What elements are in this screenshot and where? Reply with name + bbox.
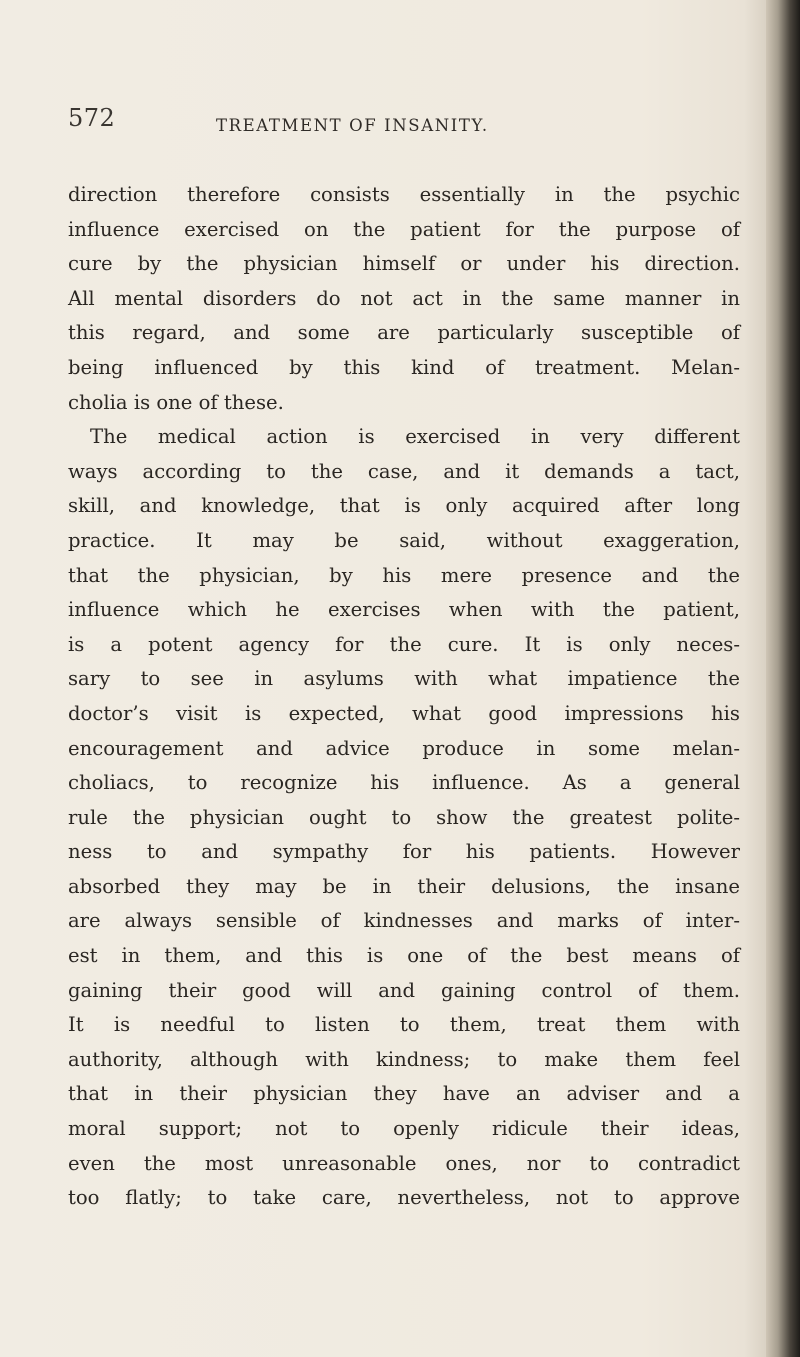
- text-line: too flatly; to take care, nevertheless, not to approve: [68, 1186, 740, 1210]
- text-line: is a potent agency for the cure. It is only neces-: [68, 632, 740, 656]
- text-line: cholia is one of these.: [68, 390, 284, 414]
- text-line: authority, although with kindness; to make them feel: [68, 1047, 740, 1071]
- text-line: influence exercised on the patient for the purpose of: [68, 217, 740, 241]
- text-line: direction therefore consists essentially in the psychic: [68, 183, 740, 206]
- text-line: All mental disorders do not act in the same manner in: [68, 286, 740, 310]
- text-line: this regard, and some are particularly susceptible of: [68, 321, 740, 345]
- text-line: moral support; not to openly ridicule their ideas,: [68, 1117, 740, 1141]
- text-line: are always sensible of kindnesses and marks of inter-: [68, 909, 740, 933]
- page-header: [68, 104, 768, 144]
- text-line: even the most unreasonable ones, nor to contradict: [68, 1151, 740, 1175]
- running-title: TREATMENT OF INSANITY.: [216, 116, 489, 135]
- text-line: ness to and sympathy for his patients. However: [68, 840, 740, 864]
- text-line: cure by the physician himself or under his direction.: [68, 252, 740, 276]
- text-line: influence which he exercises when with the patient,: [68, 598, 740, 622]
- text-line: practice. It may be said, without exaggeration,: [68, 528, 740, 552]
- text-line: choliacs, to recognize his influence. As a general: [68, 771, 740, 795]
- page-number: 572: [68, 104, 116, 132]
- text-line: being influenced by this kind of treatment. Melan-: [68, 355, 740, 379]
- text-line: that in their physician they have an adviser and a: [68, 1082, 740, 1106]
- text-line: encouragement and advice produce in some melan-: [68, 736, 740, 760]
- text-line: ways according to the case, and it demands a tact,: [68, 459, 740, 483]
- text-line: sary to see in asylums with what impatience the: [68, 667, 740, 691]
- text-line: It is needful to listen to them, treat them with: [68, 1013, 740, 1037]
- text-line: est in them, and this is one of the best means of: [68, 944, 740, 968]
- text-line: that the physician, by his mere presence and the: [68, 563, 740, 587]
- text-line: gaining their good will and gaining control of them.: [68, 978, 740, 1002]
- text-line: skill, and knowledge, that is only acquired after long: [68, 494, 740, 518]
- text-line: The medical action is exercised in very different: [90, 425, 740, 449]
- text-line: absorbed they may be in their delusions, the insane: [68, 874, 740, 898]
- book-spine-shadow: [766, 0, 800, 1357]
- text-line: rule the physician ought to show the greatest polite-: [68, 805, 740, 829]
- body-text: [68, 178, 740, 1216]
- text-line: doctor’s visit is expected, what good impressions his: [68, 701, 740, 725]
